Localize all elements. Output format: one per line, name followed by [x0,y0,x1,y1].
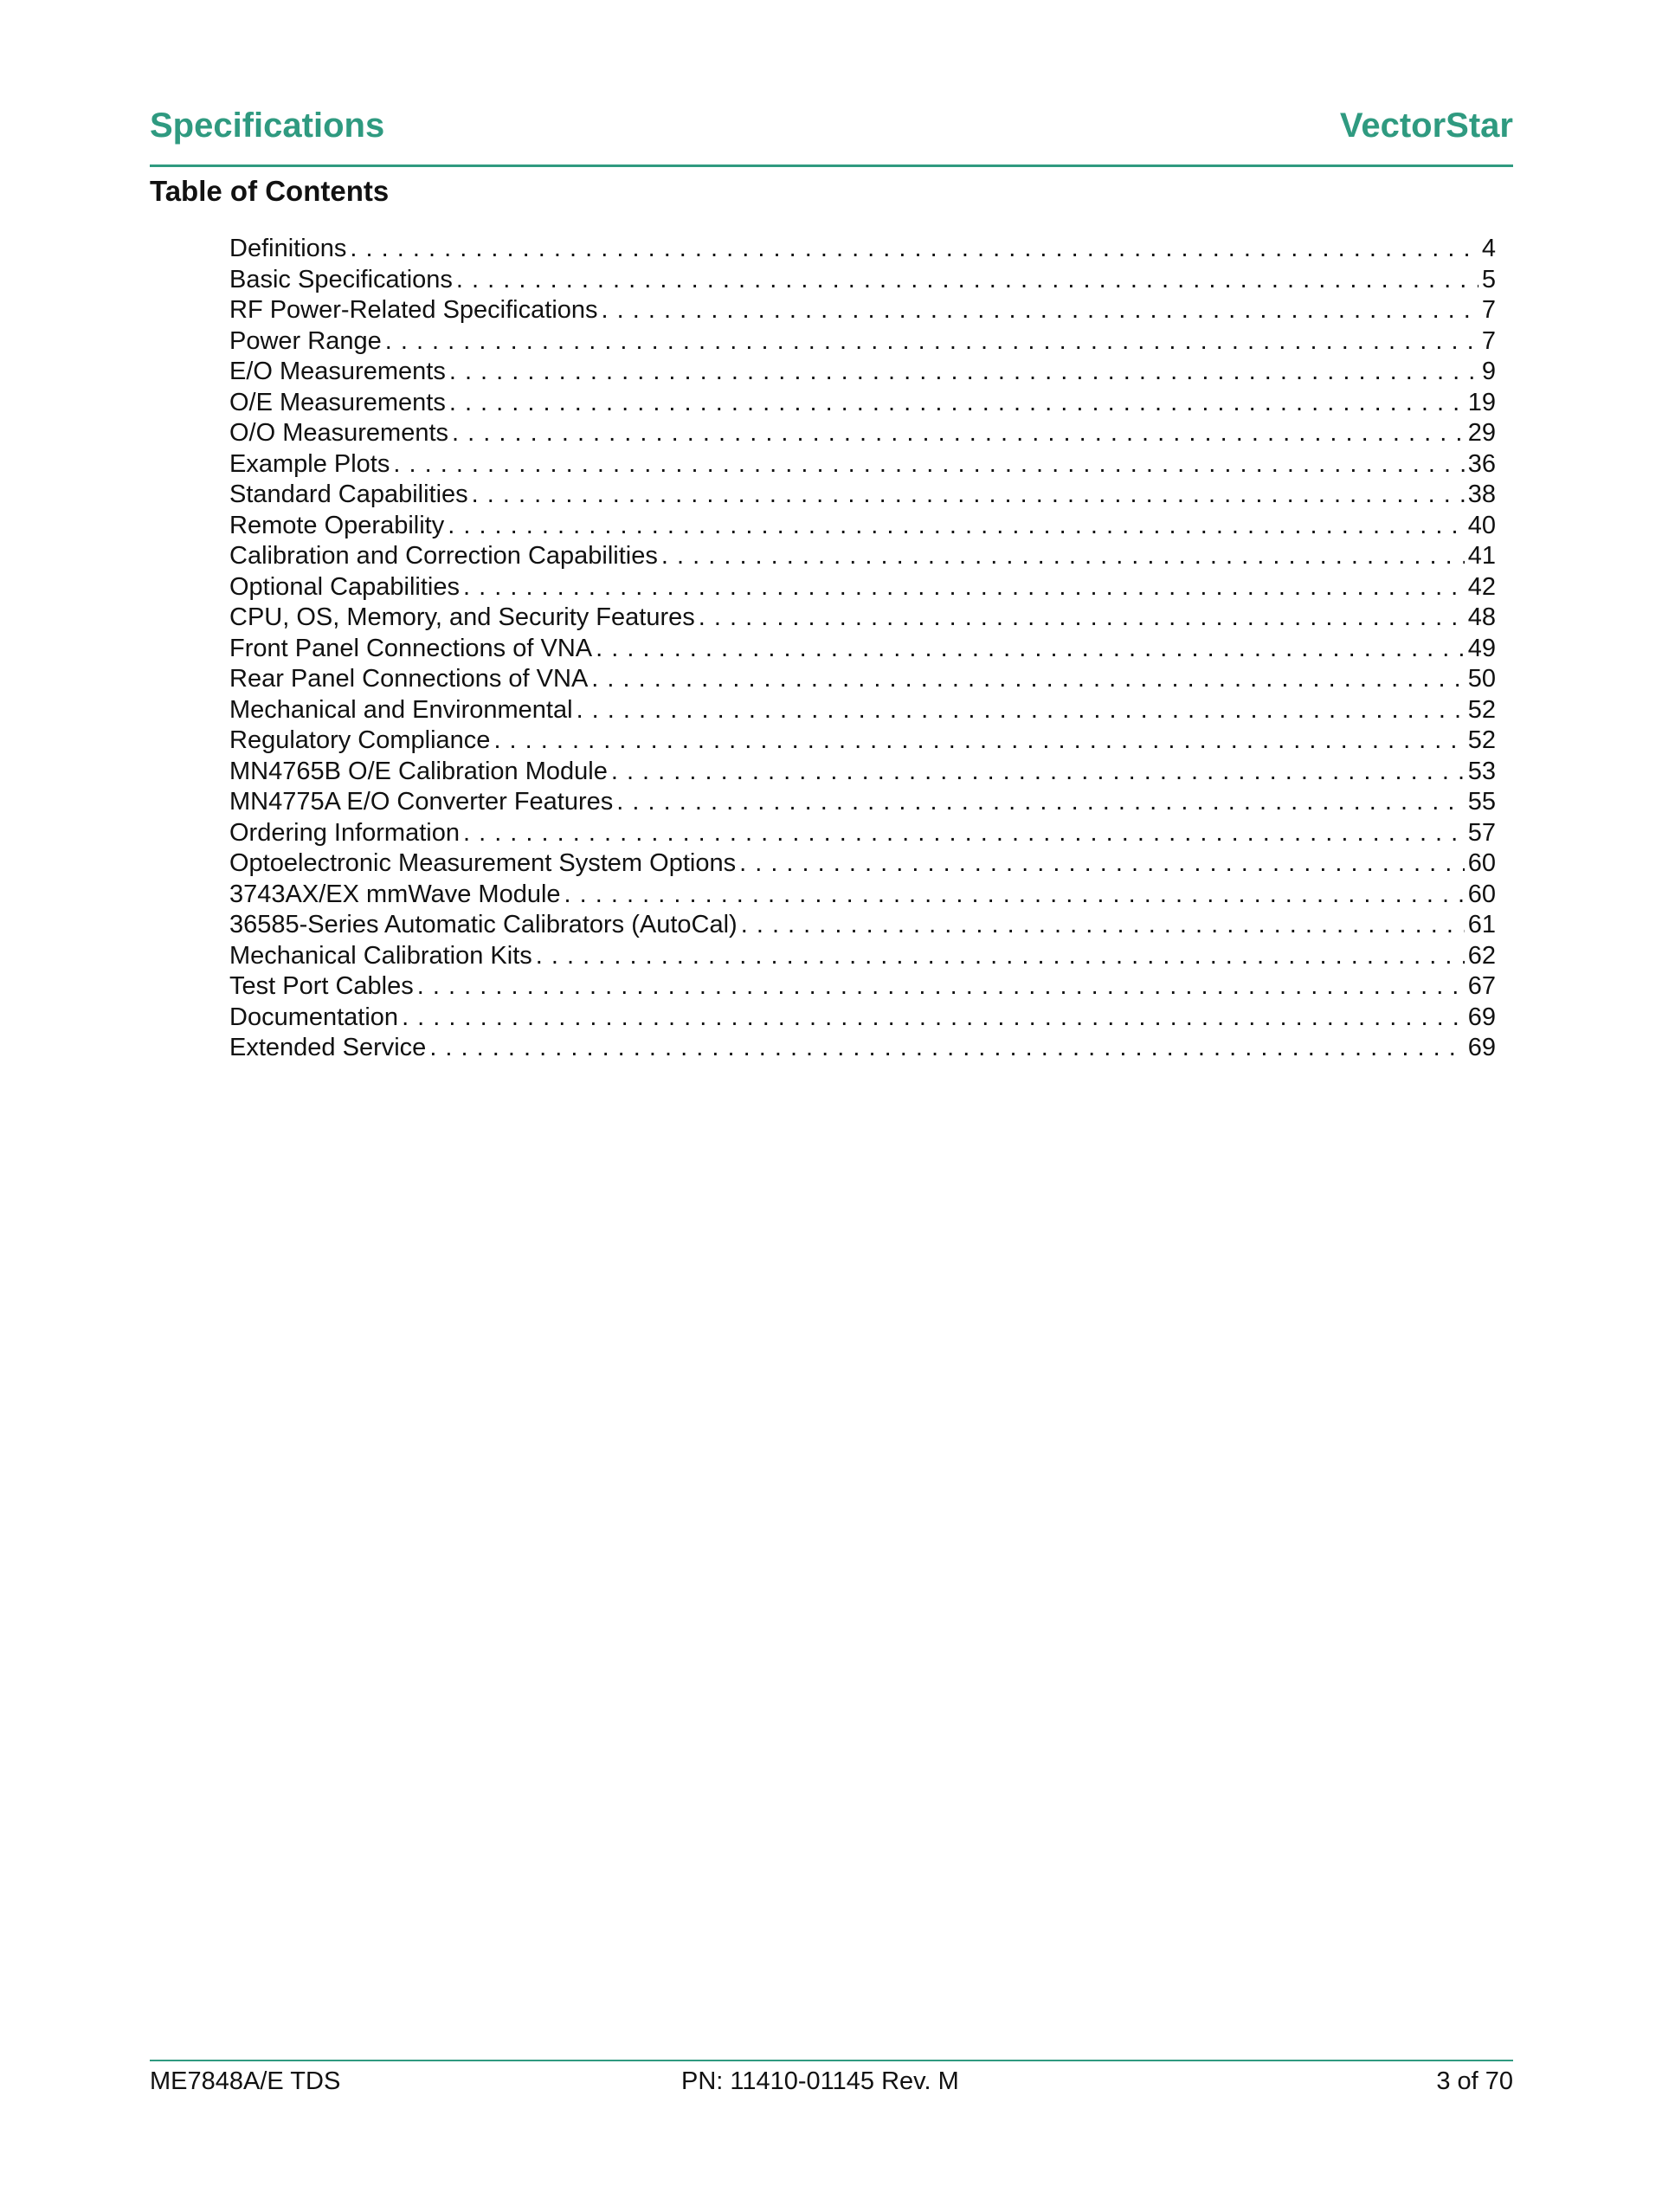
toc-entry-page[interactable]: 7 [1481,326,1496,355]
toc-entry-page[interactable]: 48 [1467,603,1496,631]
toc-entry[interactable] [229,941,1496,972]
toc-dot-leader [596,634,1465,665]
toc-entry-page[interactable]: 53 [1467,757,1496,785]
toc-entry[interactable] [229,971,1496,1003]
toc-dot-leader [350,234,1478,265]
toc-dot-leader [472,480,1465,511]
toc-entry-title[interactable]: Example Plots [229,449,390,478]
toc-dot-leader [564,880,1465,911]
toc-entry-title[interactable]: Ordering Information [229,818,460,847]
page-header [150,102,1513,167]
toc-entry[interactable] [229,695,1496,726]
toc-dot-leader [616,787,1464,818]
toc-dot-leader [611,757,1465,788]
toc-entry-page[interactable]: 52 [1467,726,1496,754]
toc-entry-page[interactable]: 50 [1467,665,1496,693]
toc-entry-page[interactable]: 7 [1481,296,1496,324]
toc-entry-title[interactable]: Remote Operability [229,511,445,539]
toc-entry-title[interactable]: Test Port Cables [229,972,414,1000]
toc-entry[interactable] [229,787,1496,818]
toc-entry[interactable] [229,357,1496,388]
toc-entry-page[interactable]: 60 [1467,849,1496,877]
toc-dot-leader [741,910,1465,941]
toc-entry-page[interactable]: 19 [1467,388,1496,416]
footer-part-number: PN: 11410-01145 Rev. M [681,2067,959,2095]
toc-entry-title[interactable]: MN4765B O/E Calibration Module [229,757,608,785]
toc-dot-leader [429,1033,1464,1064]
toc-dot-leader [463,818,1465,849]
toc-entry[interactable] [229,388,1496,419]
toc-entry-page[interactable]: 60 [1467,880,1496,908]
toc-dot-leader [602,295,1478,326]
toc-dot-leader [493,726,1464,757]
toc-entry-page[interactable]: 36 [1467,449,1496,478]
toc-entry-title[interactable]: MN4775A E/O Converter Features [229,788,614,816]
toc-dot-leader [417,971,1465,1003]
toc-entry-title[interactable]: Optoelectronic Measurement System Options [229,849,737,877]
toc-entry-title[interactable]: Rear Panel Connections of VNA [229,665,589,693]
toc-entry-title[interactable]: Mechanical and Environmental [229,695,573,724]
toc-entry-page[interactable]: 38 [1467,480,1496,508]
toc-entry[interactable] [229,757,1496,788]
toc-entry[interactable] [229,1033,1496,1064]
toc-entry[interactable] [229,726,1496,757]
toc-entry[interactable] [229,234,1496,265]
toc-entry-title[interactable]: 3743AX/EX mmWave Module [229,880,561,908]
toc-entry[interactable] [229,848,1496,880]
document-title: Specifications [150,106,385,145]
toc-heading: Table of Contents [150,175,390,207]
footer-document-id: ME7848A/E TDS [150,2067,341,2095]
toc-dot-leader [449,388,1465,419]
toc-entry[interactable] [229,295,1496,326]
toc-entry[interactable] [229,1003,1496,1034]
toc-dot-leader [385,326,1478,358]
toc-entry-page[interactable]: 5 [1481,265,1496,293]
toc-entry-title[interactable]: O/E Measurements [229,388,446,416]
toc-entry[interactable] [229,449,1496,480]
toc-entry-page[interactable]: 62 [1467,941,1496,970]
toc-dot-leader [402,1003,1465,1034]
toc-entry[interactable] [229,910,1496,941]
toc-entry-page[interactable]: 67 [1467,972,1496,1000]
toc-dot-leader [591,664,1464,695]
toc-entry-title[interactable]: 36585-Series Automatic Calibrators (AutoCal) [229,911,738,938]
toc-dot-leader [452,418,1465,449]
toc-entry-page[interactable]: 61 [1467,911,1496,938]
toc-entry[interactable] [229,541,1496,572]
toc-entry-title[interactable]: Optional Capabilities [229,572,460,601]
toc-entry[interactable] [229,418,1496,449]
toc-dot-leader [739,848,1465,880]
toc-entry[interactable] [229,664,1496,695]
toc-entry-page[interactable]: 40 [1467,511,1496,539]
toc-dot-leader [699,603,1465,634]
toc-entry-title[interactable]: Power Range [229,326,382,355]
toc-entry-page[interactable]: 29 [1467,419,1496,447]
toc-list [229,234,1496,1064]
toc-entry-page[interactable]: 4 [1481,235,1496,262]
toc-entry[interactable] [229,880,1496,911]
toc-dot-leader [577,695,1465,726]
toc-entry-page[interactable]: 9 [1481,358,1496,385]
toc-entry-title[interactable]: Standard Capabilities [229,480,468,508]
toc-entry-title[interactable]: RF Power-Related Specifications [229,296,598,324]
toc-entry-title[interactable]: Documentation [229,1003,399,1031]
toc-entry[interactable] [229,480,1496,511]
toc-dot-leader [463,572,1465,603]
toc-entry[interactable] [229,326,1496,358]
toc-entry-page[interactable]: 57 [1467,818,1496,847]
toc-entry-title[interactable]: Mechanical Calibration Kits [229,941,532,970]
footer-page-number: 3 of 70 [1436,2067,1513,2095]
toc-entry-page[interactable]: 52 [1467,695,1496,724]
toc-entry-page[interactable]: 41 [1467,542,1496,570]
toc-entry[interactable] [229,818,1496,849]
toc-entry-title[interactable]: Extended Service [229,1034,427,1061]
product-name: VectorStar [1339,106,1513,145]
toc-entry-title[interactable]: Calibration and Correction Capabilities [229,542,658,570]
toc-dot-leader [661,541,1465,572]
toc-entry-page[interactable]: 69 [1467,1034,1496,1061]
toc-entry-page[interactable]: 69 [1467,1003,1496,1031]
toc-dot-leader [456,265,1478,296]
toc-dot-leader [449,357,1478,388]
toc-entry[interactable] [229,265,1496,296]
toc-entry-title[interactable]: Regulatory Compliance [229,726,491,754]
toc-entry-page[interactable]: 42 [1467,572,1496,601]
toc-entry[interactable] [229,511,1496,542]
toc-entry-title[interactable]: Front Panel Connections of VNA [229,634,593,662]
toc-entry-title[interactable]: E/O Measurements [229,358,446,385]
toc-entry[interactable] [229,603,1496,634]
toc-dot-leader [448,511,1465,542]
toc-entry[interactable] [229,634,1496,665]
toc-entry[interactable] [229,572,1496,603]
page-footer [150,2060,1513,2105]
toc-entry-page[interactable]: 49 [1467,634,1496,662]
toc-entry-page[interactable]: 55 [1467,788,1496,816]
toc-entry-title[interactable]: Basic Specifications [229,265,453,293]
toc-dot-leader [393,449,1464,480]
toc-entry-title[interactable]: CPU, OS, Memory, and Security Features [229,603,695,631]
toc-entry-title[interactable]: O/O Measurements [229,419,449,447]
toc-dot-leader [536,941,1465,972]
toc-entry-title[interactable]: Definitions [229,235,347,262]
